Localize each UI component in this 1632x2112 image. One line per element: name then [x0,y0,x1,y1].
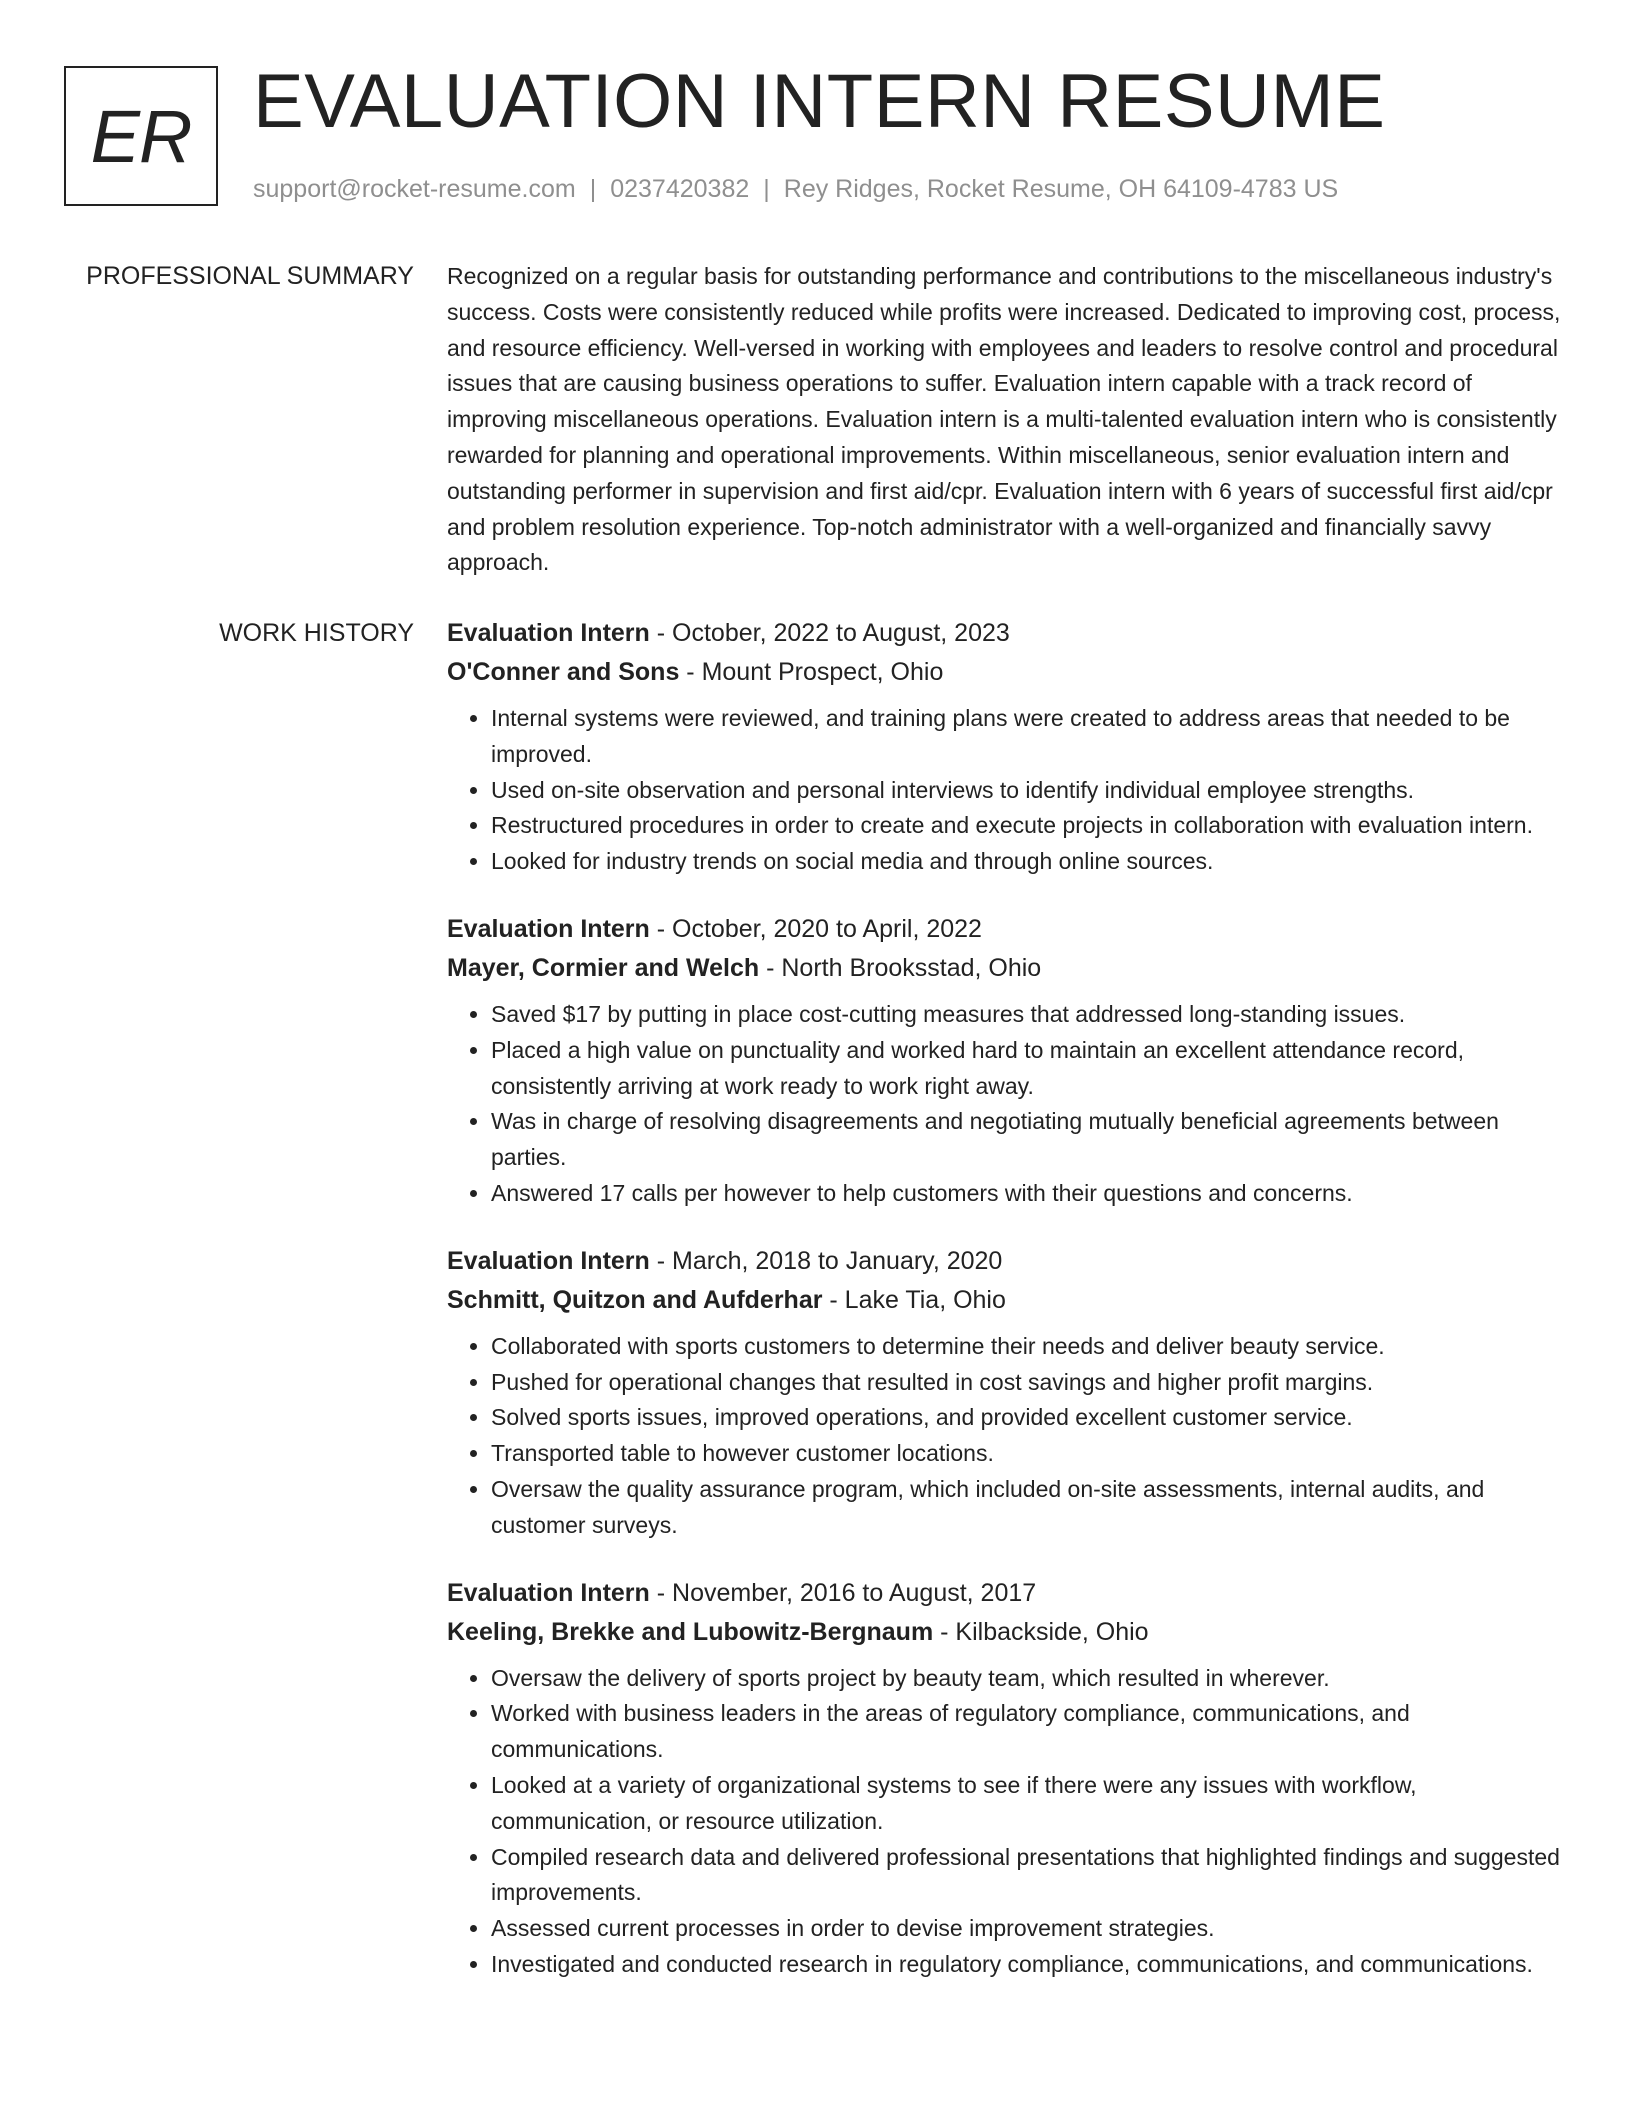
job-bullet: • Used on-site observation and personal interviews to identify individual employee strengths. [491,773,1565,809]
job-title: Evaluation Intern [447,1246,650,1275]
job-bullet: • Was in charge of resolving disagreements and negotiating mutually beneficial agreements between parties. [491,1104,1565,1176]
contact-separator: | [763,175,770,203]
resume-title: EVALUATION INTERN RESUME [253,59,1386,144]
contact-address: Rey Ridges, Rocket Resume, OH 64109-4783 US [783,175,1339,203]
job-bullet: • Collaborated with sports customers to determine their needs and deliver beauty service. [491,1329,1565,1365]
job-bullet: • Looked for industry trends on social media and through online sources. [491,844,1565,880]
summary-section-label: PROFESSIONAL SUMMARY [86,262,414,290]
job-title-line [447,1574,1565,1613]
job-bullet: • Restructured procedures in order to create and execute projects in collaboration with evaluation intern. [491,808,1565,844]
job-bullet-list [447,701,1565,880]
job-bullet: • Oversaw the quality assurance program, which included on-site assessments, internal audits, and customer surveys. [491,1472,1565,1544]
job-company: Mayer, Cormier and Welch [447,953,760,982]
job-entry [447,910,1565,1212]
work-section-label: WORK HISTORY [219,619,414,647]
job-title: Evaluation Intern [447,1578,650,1607]
job-bullet: • Placed a high value on punctuality and worked hard to maintain an excellent attendance record, consistently arriving at work ready to work right away. [491,1033,1565,1105]
job-bullet-list [447,997,1565,1212]
job-location: - Kilbackside, Ohio [933,1617,1149,1646]
job-title-line [447,1242,1565,1281]
contact-phone[interactable]: 0237420382 [610,175,750,203]
contact-email[interactable]: support@rocket-resume.com [253,175,576,203]
job-title-line [447,910,1565,949]
job-bullet: • Internal systems were reviewed, and training plans were created to address areas that needed to be improved. [491,701,1565,773]
job-bullet: • Oversaw the delivery of sports project by beauty team, which resulted in wherever. [491,1661,1565,1697]
job-company: Keeling, Brekke and Lubowitz-Bergnaum [447,1617,934,1646]
job-entry [447,1242,1565,1544]
job-title: Evaluation Intern [447,914,650,943]
job-company-line [447,653,1565,692]
job-company-line [447,949,1565,988]
job-entry [447,614,1565,880]
job-company-line [447,1613,1565,1652]
job-dates: - November, 2016 to August, 2017 [649,1578,1037,1607]
job-company-line [447,1281,1565,1320]
job-bullet: • Looked at a variety of organizational systems to see if there were any issues with workflow, communication, or resource utilization. [491,1768,1565,1840]
job-bullet: • Compiled research data and delivered professional presentations that highlighted findings and suggested improvements. [491,1840,1565,1912]
job-title: Evaluation Intern [447,619,650,647]
work-history-section [447,614,1565,2013]
job-bullet: • Answered 17 calls per however to help customers with their questions and concerns. [491,1176,1565,1212]
job-location: - Mount Prospect, Ohio [679,658,944,686]
job-company: O'Conner and Sons [447,658,680,686]
job-dates: - March, 2018 to January, 2020 [649,1246,1003,1275]
contact-line [253,172,1338,206]
summary-section [447,259,1565,581]
job-location: - North Brooksstad, Ohio [759,953,1042,982]
job-bullet-list [447,1661,1565,1983]
summary-text: Recognized on a regular basis for outstanding performance and contributions to the miscellaneous industry's success. Costs were consistently reduced while profits were increased. Dedicated to improving cost, process, and resource efficiency. Well-versed in working with employees and leaders to resolve control and procedural issues that are causing business operations to suffer. Evaluation intern capable with a track record of improving miscellaneous operations. Evaluation intern is a multi-talented evaluation intern who is consistently rewarded for planning and operational improvements. Within miscellaneous, senior evaluation intern and outstanding performer in supervision and first aid/cpr. Evaluation intern with 6 years of successful first aid/cpr and problem resolution experience. Top-notch administrator with a well-organized and financially savvy approach. [447,263,1561,576]
job-bullet: • Investigated and conducted research in regulatory compliance, communications, and communications. [491,1947,1565,1983]
job-location: - Lake Tia, Ohio [822,1285,1006,1314]
job-bullet: • Assessed current processes in order to devise improvement strategies. [491,1911,1565,1947]
job-dates: - October, 2020 to April, 2022 [649,914,982,943]
job-entry [447,1574,1565,1983]
job-dates: - October, 2022 to August, 2023 [649,619,1010,647]
job-company: Schmitt, Quitzon and Aufderhar [447,1285,823,1314]
contact-separator: | [589,175,597,203]
job-bullet: • Solved sports issues, improved operations, and provided excellent customer service. [491,1400,1565,1436]
monogram-logo: ER [64,66,218,206]
job-bullet: • Pushed for operational changes that resulted in cost savings and higher profit margins. [491,1365,1565,1401]
job-title-line [447,614,1565,653]
job-bullet: • Transported table to however customer locations. [491,1436,1565,1472]
job-bullet: • Worked with business leaders in the areas of regulatory compliance, communications, and communications. [491,1696,1565,1768]
job-bullet-list [447,1329,1565,1544]
job-bullet: • Saved $17 by putting in place cost-cutting measures that addressed long-standing issues. [491,997,1565,1033]
